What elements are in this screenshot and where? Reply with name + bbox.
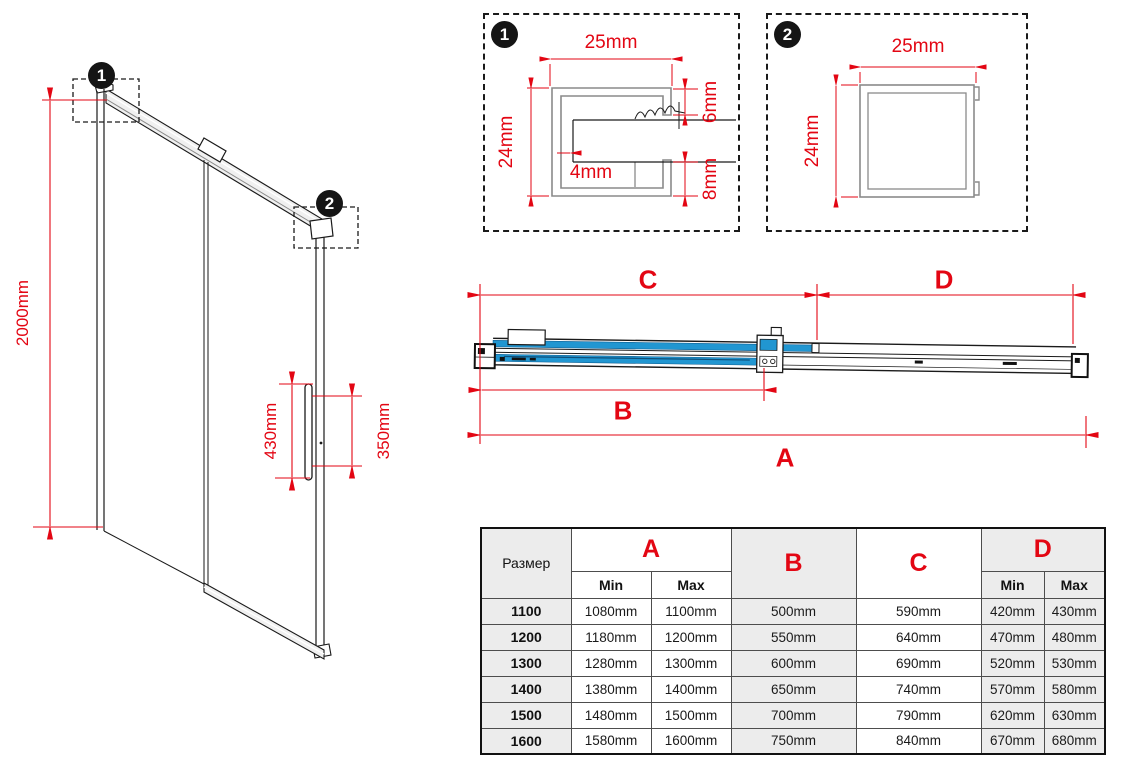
column-b-header: B bbox=[731, 528, 856, 598]
size-cell: 1500 bbox=[481, 702, 571, 728]
b-cell: 750mm bbox=[731, 728, 856, 754]
a-min-cell: 1280mm bbox=[571, 650, 651, 676]
a-max-cell: 1200mm bbox=[651, 624, 731, 650]
detail-2-badge bbox=[774, 21, 801, 48]
roller-mark bbox=[530, 358, 536, 361]
a-min-cell: 1180mm bbox=[571, 624, 651, 650]
d-min-cell: 670mm bbox=[981, 728, 1044, 754]
fixed-glass-bottom-edge bbox=[104, 531, 204, 584]
overlap-bracket-glass bbox=[760, 339, 777, 350]
table-row bbox=[481, 728, 1105, 754]
a-max-header: Max bbox=[651, 571, 731, 598]
a-min-cell: 1580mm bbox=[571, 728, 651, 754]
detail-2-number: 2 bbox=[782, 24, 793, 44]
bracket-tab bbox=[771, 327, 781, 335]
detail-1-panel bbox=[483, 13, 740, 232]
stile-top-cap bbox=[310, 218, 333, 239]
detail-1-glass-gap-label: 4mm bbox=[569, 162, 613, 183]
plan-view bbox=[460, 264, 1125, 480]
left-wall-profile-detail bbox=[478, 348, 485, 354]
callout-1-number: 1 bbox=[96, 65, 107, 85]
b-cell: 500mm bbox=[731, 598, 856, 624]
d-max-cell: 630mm bbox=[1044, 702, 1105, 728]
d-max-cell: 480mm bbox=[1044, 624, 1105, 650]
detail-1-badge bbox=[491, 21, 518, 48]
d-min-cell: 570mm bbox=[981, 676, 1044, 702]
right-wall-profile-detail bbox=[1075, 358, 1080, 363]
table-row bbox=[481, 702, 1105, 728]
rail-assembly bbox=[475, 323, 1089, 377]
detail-2-panel bbox=[766, 13, 1028, 232]
detail-1-number: 1 bbox=[499, 24, 510, 44]
d-max-cell: 680mm bbox=[1044, 728, 1105, 754]
table-row bbox=[481, 598, 1105, 624]
c-cell: 740mm bbox=[856, 676, 981, 702]
isometric-door-svg bbox=[0, 0, 470, 776]
size-cell: 1400 bbox=[481, 676, 571, 702]
c-cell: 840mm bbox=[856, 728, 981, 754]
roller-mark bbox=[500, 357, 505, 361]
roller-mark bbox=[512, 358, 526, 361]
size-cell: 1100 bbox=[481, 598, 571, 624]
a-min-cell: 1380mm bbox=[571, 676, 651, 702]
d-min-header: Min bbox=[981, 571, 1044, 598]
plan-dim-b-label: B bbox=[613, 395, 633, 426]
left-wall-profile-plan bbox=[475, 344, 495, 368]
a-max-cell: 1400mm bbox=[651, 676, 731, 702]
rail-bottom-edge bbox=[493, 365, 1076, 374]
c-cell: 790mm bbox=[856, 702, 981, 728]
plan-dim-d-label: D bbox=[934, 264, 954, 295]
size-table bbox=[480, 527, 1106, 755]
detail-1-height-label: 24mm bbox=[496, 115, 517, 169]
b-cell: 550mm bbox=[731, 624, 856, 650]
plan-dim-a-label: A bbox=[775, 442, 795, 473]
a-min-header: Min bbox=[571, 571, 651, 598]
table-row bbox=[481, 624, 1105, 650]
a-max-cell: 1100mm bbox=[651, 598, 731, 624]
a-min-cell: 1480mm bbox=[571, 702, 651, 728]
fixed-glass-end-cap bbox=[812, 344, 819, 353]
handle-inner-dimension-label: 350mm bbox=[374, 402, 393, 460]
callout-2-badge bbox=[316, 190, 343, 217]
track-stop-mark bbox=[915, 361, 923, 364]
right-wall-profile-plan bbox=[1072, 354, 1088, 377]
callout-2-number: 2 bbox=[324, 193, 335, 213]
size-column-header: Размер bbox=[481, 528, 571, 598]
stile-screw bbox=[320, 442, 323, 445]
d-min-cell: 420mm bbox=[981, 598, 1044, 624]
b-cell: 700mm bbox=[731, 702, 856, 728]
plan-dim-c-label: C bbox=[638, 264, 658, 295]
d-min-cell: 520mm bbox=[981, 650, 1044, 676]
glass-panel-section bbox=[573, 120, 736, 162]
detail-1-bottom-gap-label: 8mm bbox=[700, 157, 721, 201]
b-cell: 600mm bbox=[731, 650, 856, 676]
d-min-cell: 470mm bbox=[981, 624, 1044, 650]
track-stop-mark bbox=[1003, 362, 1017, 365]
column-d-header: D bbox=[981, 528, 1105, 571]
size-cell: 1300 bbox=[481, 650, 571, 676]
detail-1-top-gap-label: 6mm bbox=[700, 80, 721, 124]
a-max-cell: 1300mm bbox=[651, 650, 731, 676]
d-max-cell: 530mm bbox=[1044, 650, 1105, 676]
size-cell: 1200 bbox=[481, 624, 571, 650]
detail-1-width-label: 25mm bbox=[584, 32, 638, 53]
c-cell: 690mm bbox=[856, 650, 981, 676]
c-cell: 640mm bbox=[856, 624, 981, 650]
d-max-cell: 430mm bbox=[1044, 598, 1105, 624]
table-row bbox=[481, 650, 1105, 676]
column-a-header: A bbox=[571, 528, 731, 571]
column-c-header: C bbox=[856, 528, 981, 598]
detail-2-height-label: 24mm bbox=[802, 114, 823, 168]
door-handle bbox=[305, 384, 312, 480]
a-max-cell: 1500mm bbox=[651, 702, 731, 728]
d-min-cell: 620mm bbox=[981, 702, 1044, 728]
callout-1-badge bbox=[88, 62, 115, 89]
size-cell: 1600 bbox=[481, 728, 571, 754]
size-table-container bbox=[480, 527, 1106, 755]
d-max-cell: 580mm bbox=[1044, 676, 1105, 702]
roller-bracket-plan bbox=[508, 329, 545, 345]
c-cell: 590mm bbox=[856, 598, 981, 624]
stile-profile-section bbox=[860, 85, 974, 197]
isometric-door-view bbox=[0, 0, 470, 776]
table-row bbox=[481, 676, 1105, 702]
height-dimension-label: 2000mm bbox=[13, 279, 32, 347]
detail-2-width-label: 25mm bbox=[891, 36, 945, 57]
d-max-header: Max bbox=[1044, 571, 1105, 598]
b-cell: 650mm bbox=[731, 676, 856, 702]
handle-outer-dimension-label: 430mm bbox=[261, 402, 280, 460]
bottom-rail-highlight bbox=[204, 587, 324, 654]
a-max-cell: 1600mm bbox=[651, 728, 731, 754]
a-min-cell: 1080mm bbox=[571, 598, 651, 624]
